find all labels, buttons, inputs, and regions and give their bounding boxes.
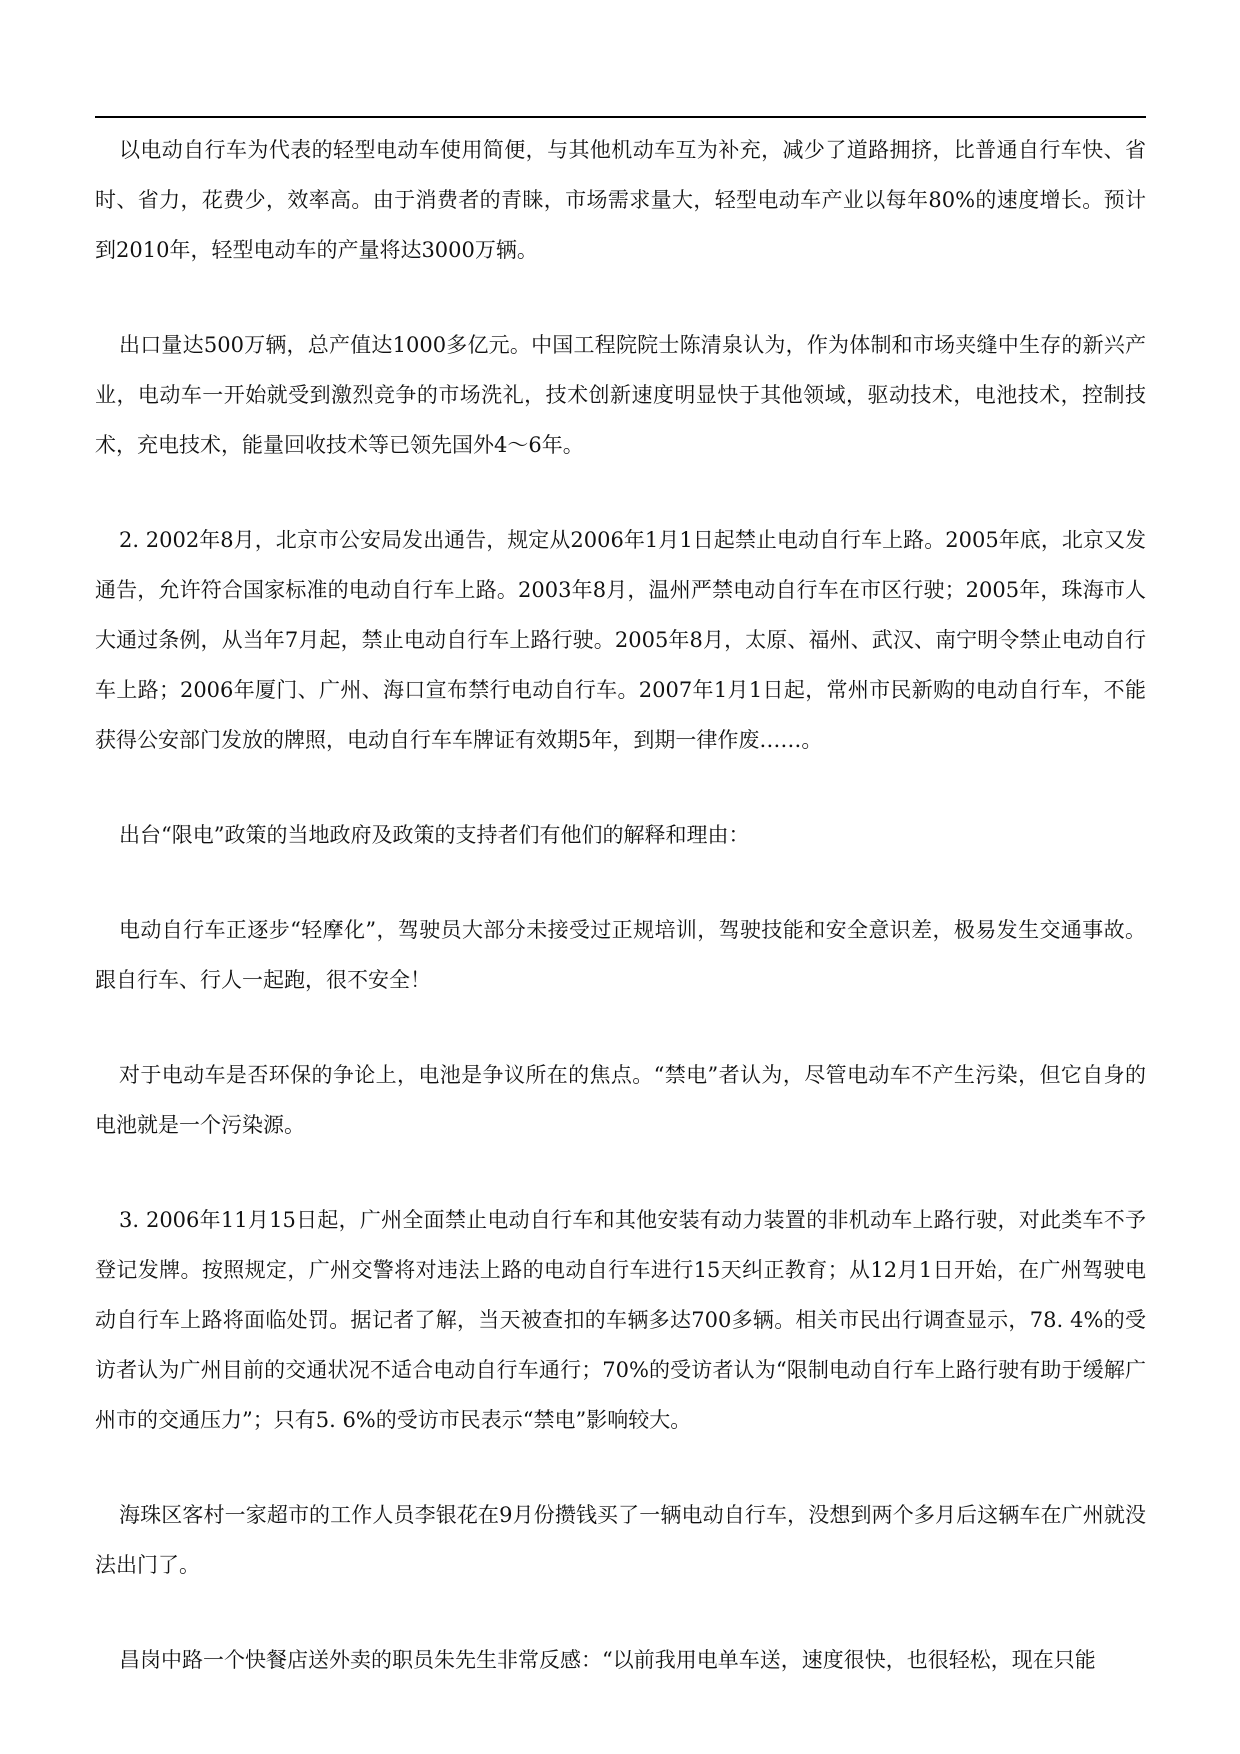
paragraph-8: 海珠区客村一家超市的工作人员李银花在9月份攒钱买了一辆电动自行车，没想到两个多月后这辆车在广州就没法出门了。 [95, 1503, 1146, 1577]
document-body [95, 125, 1146, 1730]
header-rule [95, 116, 1146, 118]
paragraph-1: 以电动自行车为代表的轻型电动车使用简便，与其他机动车互为补充，减少了道路拥挤，比普通自行车快、省时、省力，花费少，效率高。由于消费者的青睐，市场需求量大，轻型电动车产业以每年80%的速度增长。预计到2010年，轻型电动车的产量将达3000万辆。 [95, 138, 1146, 262]
paragraph-4: 出台“限电”政策的当地政府及政策的支持者们有他们的解释和理由： [119, 823, 750, 847]
paragraph-7: 3. 2006年11月15日起，广州全面禁止电动自行车和其他安装有动力装置的非机动车上路行驶，对此类车不予登记发牌。按照规定，广州交警将对违法上路的电动自行车进行15天纠正教育；从12月1日开始，在广州驾驶电动自行车上路将面临处罚。据记者了解，当天被查扣的车辆多达700多辆。相关市民出行调查显示，78. 4%的受访者认为广州目前的交通状况不适合电动自行车通行；70%的受访者认为“限制电动自行车上路行驶有助于缓解广州市的交通压力”；只有5. 6%的受访市民表示“禁电”影响较大。 [95, 1208, 1146, 1432]
paragraph-2: 出口量达500万辆，总产值达1000多亿元。中国工程院院士陈清泉认为，作为体制和市场夹缝中生存的新兴产业，电动车一开始就受到激烈竞争的市场洗礼，技术创新速度明显快于其他领域，驱动技术，电池技术，控制技术，充电技术，能量回收技术等已领先国外4～6年。 [95, 333, 1146, 457]
paragraph-5: 电动自行车正逐步“轻摩化”，驾驶员大部分未接受过正规培训，驾驶技能和安全意识差，极易发生交通事故。跟自行车、行人一起跑，很不安全！ [95, 918, 1146, 992]
paragraph-6: 对于电动车是否环保的争论上，电池是争议所在的焦点。“禁电”者认为，尽管电动车不产生污染，但它自身的电池就是一个污染源。 [95, 1063, 1146, 1137]
paragraph-3: 2. 2002年8月，北京市公安局发出通告，规定从2006年1月1日起禁止电动自行车上路。2005年底，北京又发通告，允许符合国家标准的电动自行车上路。2003年8月，温州严禁电动自行车在市区行驶；2005年，珠海市人大通过条例，从当年7月起，禁止电动自行车上路行驶。2005年8月，太原、福州、武汉、南宁明令禁止电动自行车上路；2006年厦门、广州、海口宣布禁行电动自行车。2007年1月1日起，常州市民新购的电动自行车，不能获得公安部门发放的牌照，电动自行车车牌证有效期5年，到期一律作废……。 [95, 528, 1146, 752]
paragraph-9: 昌岗中路一个快餐店送外卖的职员朱先生非常反感：“以前我用电单车送，速度很快，也很轻松，现在只能 [119, 1648, 1096, 1672]
